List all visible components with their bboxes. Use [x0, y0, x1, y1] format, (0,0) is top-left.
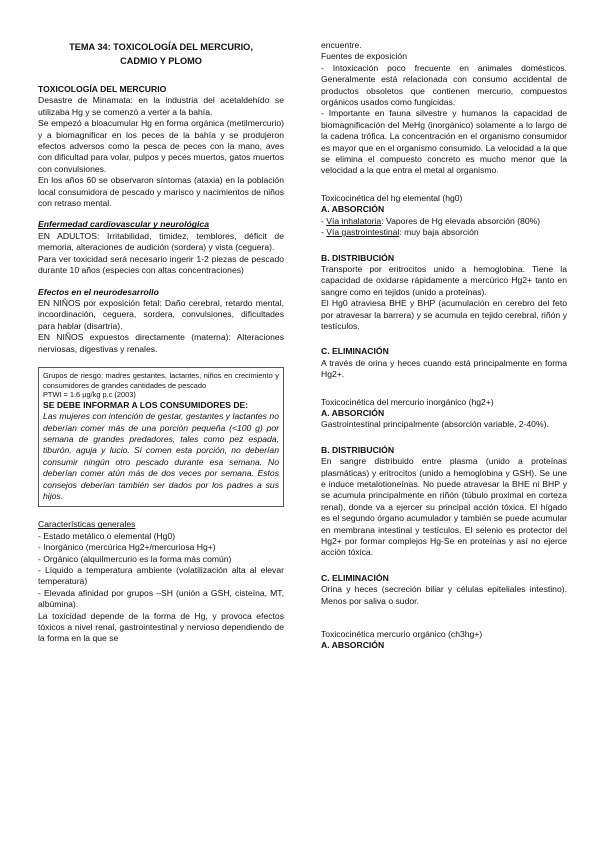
title-line-1: TEMA 34: TOXICOLOGÍA DEL MERCURIO,	[69, 42, 253, 52]
elemental-absorption-heading: A. ABSORCIÓN	[321, 204, 385, 215]
paragraph-sources-domestic: - Intoxicación poco frecuente en animales domésticos. Generalmente está relacionada con consumo accidental de productos obsoletos que contienen mercurio, compuestos orgánicos usados como fungicidas.	[321, 62, 567, 108]
heading-inorganic-hg: Toxicocinética del mercurio inorgánico (hg2+)	[321, 396, 494, 407]
inform-consumers-heading: SE DEBE INFORMAR A LOS CONSUMIDORES DE:	[43, 399, 249, 410]
general-item-2: - Inorgánico (mercúrica Hg2+/mercuriosa Hg+)	[38, 542, 216, 553]
risk-groups-box	[38, 367, 284, 507]
paragraph-minamata: Desastre de Minamata: en la industria del acetaldehído se utilizaba Hg y se comenzó a verter a la bahía.	[38, 95, 284, 117]
elemental-absorption-inhalation: - Vía inhalatoria: Vapores de Hg elevada absorción (80%)	[321, 215, 541, 226]
heading-organic-hg: Toxicocinética mercurio orgánico (ch3hg+)	[321, 629, 483, 640]
elemental-distribution-heading: B. DISTRIBUCIÓN	[321, 252, 395, 263]
elemental-elimination-heading: C. ELIMINACIÓN	[321, 346, 389, 357]
inorganic-elimination-heading: C. ELIMINACIÓN	[321, 572, 389, 583]
paragraph-children-fetal: EN NIÑOS por exposición fetal: Daño cerebral, retardo mental, incoordinación, ceguera, sordera, convulsiones, dificultades para hablar (disartria).	[38, 297, 284, 331]
general-item-4: - Líquido a temperatura ambiente (volatilización alta al elevar temperatura)	[38, 565, 284, 587]
paragraph-fish-intake: Para ver toxicidad será necesario ingerir 1-2 piezas de pescado durante 10 años (especies con altas concentraciones)	[38, 253, 284, 276]
organic-absorption-heading: A. ABSORCIÓN	[321, 640, 385, 651]
general-item-1: - Estado metálico o elemental (Hg0)	[38, 530, 176, 541]
general-item-5: - Elevada afinidad por grupos –SH (unión a GSH, cisteína, MT, albúmina).	[38, 587, 284, 610]
title-line-2: CADMIO Y PLOMO	[120, 56, 202, 66]
inorganic-absorption-p: Gastrointestinal principalmente (absorción variable, 2-40%).	[321, 419, 549, 430]
paragraph-sources-wildlife: - Importante en fauna silvestre y humanos la capacidad de biomagnificación del MeHg (inorgánico) solamente a lo largo de la cadena trófica. La concentración en el organismo consumidor es mayor que en el organismo consumido. La velocidad a la que se elimina el compuesto concreto es mucho menor que la velocidad a la que entra el metal al organismo.	[321, 108, 567, 176]
paragraph-toxicity: La toxicidad depende de la forma de Hg, y provoca efectos tóxicos a nivel renal, gastrointestinal y nervioso dependiendo de la forma en la que se	[38, 610, 284, 644]
subheading-cardio: Enfermedad cardiovascular y neurológica	[38, 219, 209, 230]
page-title	[38, 40, 284, 68]
subheading-general: Características generales	[38, 519, 136, 530]
ptwi-text: PTWI = 1.6 µg/kg p.c (2003)	[43, 390, 136, 400]
section-heading-toxicology: TOXICOLOGÍA DEL MERCURIO	[38, 84, 167, 94]
heading-elemental-hg: Toxicocinética del hg elemental (hg0)	[321, 192, 463, 203]
left-column	[38, 40, 284, 645]
elemental-absorption-gi: - Vía gastrointestinal: muy baja absorción	[321, 227, 479, 238]
elemental-elimination-p: A través de orina y heces cuando está principalmente en forma Hg2+.	[321, 357, 567, 380]
subheading-sources: Fuentes de exposición	[321, 51, 407, 62]
general-item-3: - Orgánico (alquilmercurio es la forma más común)	[38, 553, 232, 564]
paragraph-children-direct: EN NIÑOS expuestos directamente (materna): Alteraciones nerviosas, digestivas y renales.	[38, 332, 284, 354]
inorganic-distribution-heading: B. DISTRIBUCIÓN	[321, 444, 395, 455]
inorganic-elimination-p: Orina y heces (secreción biliar y células epiteliales intestino). Menos por saliva o sudor.	[321, 584, 567, 606]
paragraph-symptoms: En los años 60 se observaron síntomas (ataxia) en la población local consumidora de pescado y marisco y nacimientos de niños con retraso mental.	[38, 175, 284, 209]
right-column	[321, 40, 567, 652]
elemental-distribution-p2: El Hg0 atraviesa BHE y BHP (acumulación en cerebro del feto por atravesar la barrera) y se acumula en tejido cerebral, riñón y testículos.	[321, 298, 567, 331]
subheading-neurodevelopment: Efectos en el neurodesarrollo	[38, 286, 159, 297]
inorganic-distribution-p: En sangre distribuido entre plasma (unido a proteínas plasmáticas) y eritrocitos (unido a hemoglobina y GSH). Se une e induce metalotioneínas. No puede atravesar la BHE ni BHP y se acumula principalmente en riñón (túbulo proximal en corteza renal), donde va a ejercer su principal acción tóxica. El hígado es el segundo órgano acumulador y también se puede acumular en membrana intestinal y testículos. El selenio es protector del Hg2+ por formar complejos Hg-Se en proteínas y así no ejerce acción tóxica.	[321, 456, 567, 558]
paragraph-adults: EN ADULTOS: Irritabilidad, timidez, temblores, déficit de memoria, alteraciones de audición (sordera) y vista (ceguera).	[38, 230, 284, 253]
paragraph-bioaccumulation: Se empezó a bioacumular Hg en forma orgánica (metilmercurio) y a biomagnificar en los peces de la bahía y se produjeron efectos adversos como la pesca de peces con la mano, aves con dificultad para volar, pulpos y peces muertos, gatos muertos con convulsiones.	[38, 118, 284, 174]
elemental-distribution-p1: Transporte por eritrocitos unido a hemoglobina. Tiene la capacidad de oxidarse rápidamente a mercúrico Hg2+ tanto en sangre como en tejidos (unido a proteínas).	[321, 263, 567, 297]
continuation-text: encuentre.	[321, 40, 362, 50]
risk-groups-text: Grupos de riesgo: madres gestantes, lactantes, niños en crecimiento y consumidores de grandes cantidades de pescado	[43, 370, 279, 390]
inorganic-absorption-heading: A. ABSORCIÓN	[321, 407, 385, 418]
consumer-advice-text: Las mujeres con intención de gestar, gestantes y lactantes no deberían comer más de una porción pequeña (<100 g) por semana de grandes predadores, tales como pez espada, tiburón, aguja y lucio. Si comen esta porción, no deberían consumir ningún otro pescado durante esa semana. No deberían comer atún más de dos veces por semana. Estos consejos deberían también ser dados por los padres a sus hijos.	[43, 411, 279, 501]
